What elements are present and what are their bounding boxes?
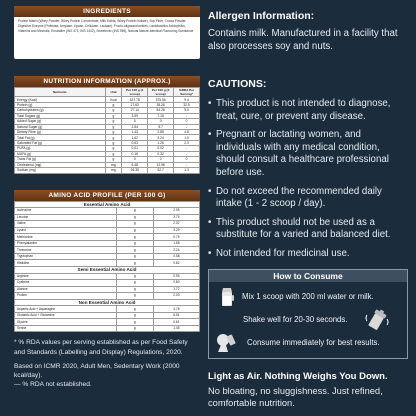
nutrient-value: 0.16: [122, 151, 148, 156]
amino-value: 3.29: [153, 227, 199, 234]
nutrient-value: g: [105, 108, 122, 113]
amino-name: Glycine: [15, 319, 117, 326]
nutrient-value: 26.35: [122, 168, 148, 173]
caution-item: • This product is not intended to diagnose, treat, cure, or prevent any disease.: [208, 98, 408, 123]
amino-name: Phenylalanine: [15, 240, 117, 247]
footnote-icmr: Based on ICMR 2020, Adult Men, Sedentary Work (2000 kcal/day).: [14, 362, 180, 380]
amino-unit: g: [116, 286, 153, 293]
ingredients-text: Protein Matrix (Whey Powder, Whey Protein Concentrate, Milk Solids, Whey Protein Isolate), Soy Fiber, Cocoa Powder, Digestive Enzyme (Protease, Amylase, Lipase, Cellulase, Lactase), Fructo-oligosaccharides, Lactobacillus Acidophilus, Vitamins and Minerals, Emulsifier (INS 471, INS 1442), Sweetener (INS 955), Natural Nature-Identical Flavouring Substance: [18, 19, 194, 34]
nutrient-value: 32.5: [174, 102, 200, 107]
nutrient-name: Energy (Kcal): [15, 97, 106, 102]
nutrient-value: 54.28: [148, 108, 174, 113]
nutrient-name: Trans Fat (g): [15, 157, 106, 162]
nutrient-name: Sodium (mg): [15, 168, 106, 173]
amino-unit: g: [116, 240, 153, 247]
nutrient-value: -: [174, 146, 200, 151]
nutrient-value: 27.14: [122, 108, 148, 113]
nutrient-value: g: [105, 151, 122, 156]
footnote-rda: * % RDA values per serving established as per Food Safety and Standards (Labelling and Display) Regulations, 2020.: [14, 339, 188, 356]
amino-name: Cysteine: [15, 280, 117, 287]
amino-name: Methionine: [15, 234, 117, 241]
nutrient-value: 375.56: [148, 97, 174, 102]
amino-unit: g: [116, 273, 153, 280]
amino-unit: g: [116, 214, 153, 221]
ingredients-card: [14, 6, 200, 59]
nutrient-value: 52.7: [148, 168, 174, 173]
nutrient-name: MUFA (g): [15, 151, 106, 156]
amino-value: 3.78: [153, 306, 199, 313]
shaker-icon: [365, 309, 389, 333]
nutrient-value: 1.5: [174, 135, 200, 140]
amino-unit: g: [116, 227, 153, 234]
nutrient-value: g: [105, 140, 122, 145]
cautions-list: [208, 98, 408, 261]
nutrition-col-header: Nutrients: [15, 88, 106, 97]
tagline-heading: Light as Air. Nothing Weighs You Down.: [208, 370, 388, 382]
nutrition-col-header: Per 100 g (1 scoop): [122, 88, 148, 97]
nutrient-value: 7.18: [148, 113, 174, 118]
amino-value: 0.82: [153, 260, 199, 267]
nutrition-table-body: [15, 97, 200, 173]
caution-item: • This product should not be used as a substitute for a varied and balanced diet.: [208, 217, 408, 242]
amino-card: [14, 190, 200, 333]
amino-value: 2.05: [153, 208, 199, 215]
jug-icon: [219, 287, 235, 309]
amino-value: 1.72: [153, 286, 199, 293]
amino-value: 0.95: [153, 273, 199, 280]
nutrient-value: 17.63: [122, 102, 148, 107]
allergen-title: Allergen Information:: [208, 10, 315, 22]
nutrient-value: g: [105, 119, 122, 124]
tagline-text: No bloating, no sluggishness. Just refined, comfortable nutrition.: [208, 385, 383, 409]
amino-name: Histidine: [15, 260, 117, 267]
amino-value: 1.58: [153, 240, 199, 247]
amino-name: Proline: [15, 293, 117, 300]
amino-section-title: Essential Amino Acid: [15, 201, 200, 208]
amino-unit: g: [116, 306, 153, 313]
nutrition-col-header: %RDA Per Serving*: [174, 88, 200, 97]
amino-unit: g: [116, 280, 153, 287]
nutrient-value: 35.26: [148, 102, 174, 107]
step-mix-text: Mix 1 scoop with 200 ml water or milk.: [242, 291, 374, 301]
step-shake: [209, 309, 405, 331]
nutrient-name: Total Fat (g): [15, 135, 106, 140]
amino-name: Tryptophan: [15, 253, 117, 260]
nutrient-name: PUFA (g): [15, 146, 106, 151]
nutrition-card: [14, 76, 200, 174]
nutrient-name: Added Sugar (g): [15, 119, 106, 124]
amino-unit: g: [116, 208, 153, 215]
nutrient-name: Natural Sugar (g): [15, 124, 106, 129]
nutrient-value: 9.0: [174, 108, 200, 113]
nutrient-name: Total Sugars (g): [15, 113, 106, 118]
nutrient-value: -: [174, 113, 200, 118]
nutrient-name: Saturated Fat (g): [15, 140, 106, 145]
amino-value: 2.03: [153, 293, 199, 300]
nutrient-value: g: [105, 102, 122, 107]
nutrient-value: 0.63: [122, 140, 148, 145]
drink-icon: [215, 331, 239, 355]
amino-value: 6.91: [153, 312, 199, 319]
amino-section-title: Semi Essential Amino Acid: [15, 267, 200, 274]
amino-unit: g: [116, 253, 153, 260]
nutrient-name: Cholesterol (mg): [15, 162, 106, 167]
amino-name: Threonine: [15, 247, 117, 254]
nutrient-value: 2.84: [122, 124, 148, 129]
nutrient-value: 3.59: [122, 113, 148, 118]
nutrition-title: NUTRITION INFORMATION (APPROX.): [14, 76, 200, 87]
nutrient-value: 1.26: [148, 140, 174, 145]
amino-unit: g: [116, 247, 153, 254]
amino-table: [14, 201, 200, 333]
nutrient-value: -: [174, 162, 200, 167]
left-column: [14, 6, 200, 389]
nutrition-col-header: Per 100 g (2 scoop): [148, 88, 174, 97]
nutrient-value: -: [174, 151, 200, 156]
amino-unit: g: [116, 234, 153, 241]
ingredients-title: INGREDIENTS: [14, 6, 200, 17]
nutrition-col-header: Unit: [105, 88, 122, 97]
amino-name: Alanine: [15, 286, 117, 293]
nutrient-value: g: [105, 157, 122, 162]
step-consume: [209, 331, 405, 355]
amino-value: 0.75: [153, 234, 199, 241]
step-mix: [209, 286, 405, 308]
amino-section-title: Non Essential Amino Acid: [15, 299, 200, 306]
nutrient-value: 0: [148, 119, 174, 124]
amino-unit: g: [116, 221, 153, 228]
nutrient-value: 0: [174, 119, 200, 124]
nutrient-value: 1.62: [122, 135, 148, 140]
amino-name: Leucine: [15, 214, 117, 221]
nutrient-value: 0: [122, 119, 148, 124]
nutrient-name: Dietary Fibre (g): [15, 130, 106, 135]
caution-item: • Do not exceed the recommended daily intake (1 - 2 scoop / day).: [208, 186, 408, 211]
nutrient-value: 0: [174, 157, 200, 162]
nutrient-value: mg: [105, 162, 122, 167]
amino-name: Arginine: [15, 273, 117, 280]
amino-title: AMINO ACID PROFILE (PER 100 G): [14, 190, 200, 201]
nutrient-value: -: [174, 124, 200, 129]
nutrient-value: 9.4: [174, 97, 200, 102]
amino-name: Glutamic Acid + Glutamine: [15, 312, 117, 319]
amino-value: 2.02: [153, 221, 199, 228]
nutrient-value: 2.85: [148, 130, 174, 135]
nutrient-value: 0.02: [148, 146, 174, 151]
nutrient-value: 1.43: [122, 130, 148, 135]
caution-item: • Not intended for medicinal use.: [208, 248, 408, 261]
allergen-text: Contains milk. Manufactured in a facility that also processes soy and nuts.: [208, 28, 398, 52]
nutrient-name: Carbohydrates (g): [15, 108, 106, 113]
nutrient-value: 4.8: [174, 130, 200, 135]
amino-value: 3.74: [153, 214, 199, 221]
nutrient-value: g: [105, 135, 122, 140]
amino-value: 0.80: [153, 280, 199, 287]
footnote: [14, 338, 200, 389]
amino-value: 2.24: [153, 247, 199, 254]
nutrient-value: 5.7: [148, 124, 174, 129]
nutrient-value: g: [105, 113, 122, 118]
amino-value: 1.45: [153, 325, 199, 332]
nutrition-table: [14, 87, 200, 174]
amino-name: Serine: [15, 325, 117, 332]
nutrition-row: [15, 168, 200, 173]
amino-unit: g: [116, 312, 153, 319]
amino-name: Aspartic Acid + Asparagine: [15, 306, 117, 313]
amino-name: Isoleucine: [15, 208, 117, 215]
amino-table-body: [15, 201, 200, 332]
nutrient-value: 0: [122, 157, 148, 162]
cautions-title: CAUTIONS:: [208, 78, 267, 90]
amino-unit: g: [116, 325, 153, 332]
nutrient-value: 1.3: [174, 168, 200, 173]
caution-item: • Pregnant or lactating women, and individuals with any medical condition, should consult a healthcare professional before use.: [208, 129, 408, 179]
nutrient-value: g: [105, 124, 122, 129]
nutrient-value: g: [105, 130, 122, 135]
right-column: [208, 6, 408, 410]
amino-name: Lysine: [15, 227, 117, 234]
nutrient-value: 0.32: [148, 151, 174, 156]
step-shake-text: Shake well for 20-30 seconds.: [243, 314, 348, 324]
how-to-consume-title: How to Consume: [209, 270, 407, 282]
nutrient-value: 187.78: [122, 97, 148, 102]
nutrient-value: 0.01: [122, 146, 148, 151]
nutrient-value: 2.3: [174, 140, 200, 145]
nutrient-value: mg: [105, 168, 122, 173]
nutrient-value: 0: [148, 157, 174, 162]
amino-unit: g: [116, 319, 153, 326]
step-consume-text: Consume immediately for best results.: [247, 337, 380, 347]
amino-value: 0.58: [153, 253, 199, 260]
nutrient-value: 6.48: [122, 162, 148, 167]
amino-unit: g: [116, 260, 153, 267]
nutrition-header-row: [15, 88, 200, 97]
amino-name: Valine: [15, 221, 117, 228]
nutrient-name: Protein (g): [15, 102, 106, 107]
how-to-consume-box: [208, 269, 408, 359]
nutrient-value: Kcal: [105, 97, 122, 102]
footnote-not-established: — % RDA not established.: [14, 381, 92, 389]
amino-row: [15, 325, 200, 332]
nutrient-value: 12.96: [148, 162, 174, 167]
amino-unit: g: [116, 293, 153, 300]
amino-value: 0.61: [153, 319, 199, 326]
nutrient-value: g: [105, 146, 122, 151]
nutrient-value: 3.24: [148, 135, 174, 140]
